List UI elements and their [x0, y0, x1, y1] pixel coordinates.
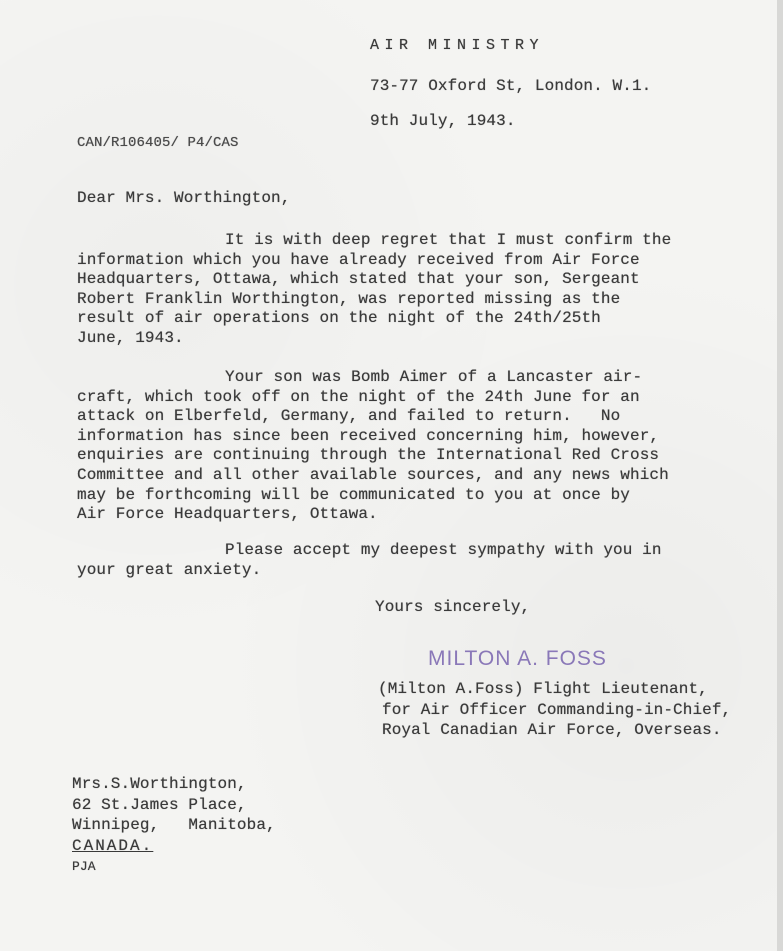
text-line: craft, which took off on the night of the 24th June for an [77, 387, 640, 406]
recipient-name: Mrs.S.Worthington, [72, 775, 247, 793]
signatory-role: for Air Officer Commanding-in-Chief, [382, 701, 732, 719]
typist-initials: PJA [72, 859, 96, 874]
text-line: Air Force Headquarters, Ottawa. [77, 505, 378, 524]
text-line: Robert Franklin Worthington, was reported missing as the [77, 289, 621, 308]
text-line: Headquarters, Ottawa, which stated that your son, Sergeant [77, 270, 640, 288]
closing: Yours sincerely, [375, 598, 531, 616]
signatory-name: (Milton A.Foss) Flight Lieutenant, [378, 680, 708, 698]
text-line: result of air operations on the night of the 24th/25th [77, 309, 601, 327]
text-line: It is with deep regret that I must confirm the [225, 231, 672, 249]
text-line: information which you have already received from Air Force [77, 250, 640, 269]
text-line: June, 1943. [77, 328, 184, 347]
text-line: information has since been received concerning him, however, [77, 426, 660, 445]
text-line: Your son was Bomb Aimer of a Lancaster air- [225, 368, 643, 386]
signatory-unit: Royal Canadian Air Force, Overseas. [382, 721, 722, 739]
letterhead-address: 73-77 Oxford St, London. W.1. [370, 77, 652, 95]
text-line: Committee and all other available sources, and any news which [77, 466, 669, 484]
recipient-street: 62 St.James Place, [72, 795, 247, 814]
page-edge [777, 0, 783, 951]
letter-date: 9th July, 1943. [370, 112, 516, 130]
recipient-city: Winnipeg, Manitoba, [72, 816, 276, 834]
salutation: Dear Mrs. Worthington, [77, 189, 291, 207]
text-line: attack on Elberfeld, Germany, and failed to return. No [77, 407, 621, 426]
text-line: may be forthcoming will be communicated to you at once by [77, 485, 630, 504]
signature-stamp: MILTON A. FOSS [428, 647, 607, 670]
reference-number: CAN/R106405/ P4/CAS [77, 135, 239, 151]
recipient-country: CANADA. [72, 836, 154, 855]
text-line: enquiries are continuing through the International Red Cross [77, 446, 660, 465]
letterhead-title: AIR MINISTRY [370, 37, 545, 54]
text-line: Please accept my deepest sympathy with you in [225, 541, 662, 559]
text-line: your great anxiety. [77, 561, 262, 579]
